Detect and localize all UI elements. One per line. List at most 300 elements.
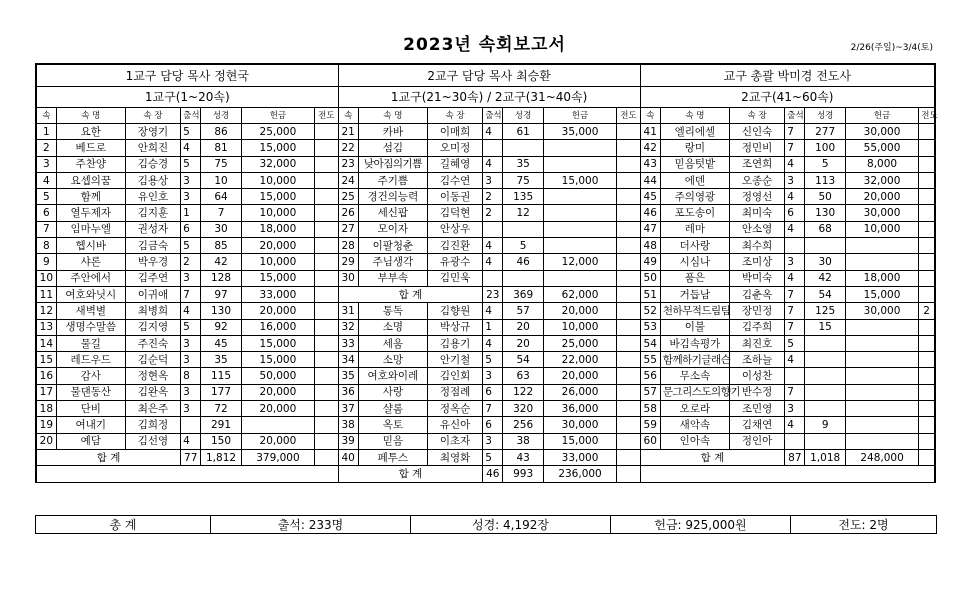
cell-evangelism xyxy=(617,449,640,465)
cell-number: 14 xyxy=(36,335,56,351)
cell-evangelism xyxy=(919,140,935,156)
cell-attendance: 3 xyxy=(181,352,201,368)
cell-evangelism xyxy=(919,221,935,237)
cell-evangelism xyxy=(315,335,338,351)
table-row xyxy=(36,466,935,482)
cell-evangelism xyxy=(919,270,935,286)
cell-leader: 길혜영 xyxy=(427,156,482,172)
cell-bible: 35 xyxy=(503,156,543,172)
cell-bible: 92 xyxy=(201,319,241,335)
cell-bible: 42 xyxy=(805,270,845,286)
district-2-header: 2교구 담당 목사 최승환 xyxy=(338,64,640,87)
cell-name: 물길 xyxy=(56,335,125,351)
cell-name: 페투스 xyxy=(358,449,427,465)
cell-bible xyxy=(805,368,845,384)
cell-offering: 20,000 xyxy=(543,303,616,319)
cell-offering: 30,000 xyxy=(845,303,918,319)
cell-leader: 주진숙 xyxy=(125,335,180,351)
cell-bible: 72 xyxy=(201,401,241,417)
cell-attendance: 3 xyxy=(785,172,805,188)
cell-leader: 김지훈 xyxy=(125,205,180,221)
cell-attendance: 5 xyxy=(181,124,201,140)
cell-attendance: 7 xyxy=(181,286,201,302)
cell-bible: 9 xyxy=(805,417,845,433)
cell-leader: 김주연 xyxy=(125,270,180,286)
cell-offering xyxy=(845,417,918,433)
cell-bible: 57 xyxy=(503,303,543,319)
cell-name: 주찬양 xyxy=(56,156,125,172)
column-header: 헌금 xyxy=(241,108,314,124)
cell-leader: 조연희 xyxy=(729,156,784,172)
cell-leader: 신인숙 xyxy=(729,124,784,140)
cell-evangelism xyxy=(919,352,935,368)
cell-evangelism xyxy=(617,319,640,335)
cell-attendance: 2 xyxy=(483,189,503,205)
table-row xyxy=(36,124,935,140)
column-header: 전도 xyxy=(315,108,338,124)
cell-bible: 5 xyxy=(503,238,543,254)
cell-number: 41 xyxy=(640,124,660,140)
cell-evangelism: 2 xyxy=(919,303,935,319)
cell-leader: 이매희 xyxy=(427,124,482,140)
district-3-header: 교구 총괄 박미경 전도사 xyxy=(640,64,935,87)
cell-evangelism xyxy=(617,368,640,384)
total-attendance: 77 xyxy=(181,449,201,465)
cell-attendance: 7 xyxy=(785,140,805,156)
cell-offering: 22,000 xyxy=(543,352,616,368)
cell-leader: 조민영 xyxy=(729,401,784,417)
cell-number: 36 xyxy=(338,384,358,400)
cell-evangelism xyxy=(919,401,935,417)
cell-leader: 김순덕 xyxy=(125,352,180,368)
cell-number: 23 xyxy=(338,156,358,172)
cell-bible: 35 xyxy=(201,352,241,368)
cell-name: 단비 xyxy=(56,401,125,417)
cell-evangelism xyxy=(315,286,338,302)
cell-number: 18 xyxy=(36,401,56,417)
cell-number: 27 xyxy=(338,221,358,237)
empty-cell xyxy=(36,466,338,482)
cell-offering xyxy=(543,221,616,237)
cell-bible: 150 xyxy=(201,433,241,449)
cell-evangelism xyxy=(919,189,935,205)
cell-number: 28 xyxy=(338,238,358,254)
cell-name: 주님생각 xyxy=(358,254,427,270)
cell-name: 랑미 xyxy=(660,140,729,156)
cell-bible: 42 xyxy=(201,254,241,270)
cell-name: 경건의능력 xyxy=(358,189,427,205)
cell-bible xyxy=(503,221,543,237)
cell-evangelism xyxy=(315,384,338,400)
cell-evangelism xyxy=(919,254,935,270)
cell-evangelism xyxy=(617,205,640,221)
cell-offering: 36,000 xyxy=(543,401,616,417)
cell-offering: 10,000 xyxy=(241,205,314,221)
table-row xyxy=(36,352,935,368)
cell-offering: 8,000 xyxy=(845,156,918,172)
cell-name: 감사 xyxy=(56,368,125,384)
cell-evangelism xyxy=(919,238,935,254)
cell-leader: 정인아 xyxy=(729,433,784,449)
cell-leader: 이초자 xyxy=(427,433,482,449)
cell-name: 샤론 xyxy=(56,254,125,270)
cell-name: 오로라 xyxy=(660,401,729,417)
cell-leader: 안소영 xyxy=(729,221,784,237)
cell-leader: 김채연 xyxy=(729,417,784,433)
cell-leader: 장민정 xyxy=(729,303,784,319)
cell-attendance: 3 xyxy=(181,384,201,400)
total-offering: 379,000 xyxy=(241,449,314,465)
cell-leader: 박미숙 xyxy=(729,270,784,286)
cell-bible: 320 xyxy=(503,401,543,417)
table-row xyxy=(36,335,935,351)
cell-offering: 25,000 xyxy=(543,335,616,351)
cell-evangelism xyxy=(315,303,338,319)
cell-number: 35 xyxy=(338,368,358,384)
cell-number: 32 xyxy=(338,319,358,335)
cell-name: 통독 xyxy=(358,303,427,319)
column-header: 속 명 xyxy=(660,108,729,124)
cell-attendance: 4 xyxy=(785,189,805,205)
cell-leader: 최진호 xyxy=(729,335,784,351)
cell-leader: 정현옥 xyxy=(125,368,180,384)
column-header: 속 장 xyxy=(729,108,784,124)
cell-attendance: 7 xyxy=(785,124,805,140)
cell-bible: 177 xyxy=(201,384,241,400)
total-attendance: 87 xyxy=(785,449,805,465)
cell-leader: 김용상 xyxy=(125,172,180,188)
total-bible: 369 xyxy=(503,286,543,302)
cell-number: 55 xyxy=(640,352,660,368)
cell-offering: 15,000 xyxy=(241,335,314,351)
cell-attendance: 4 xyxy=(785,417,805,433)
cell-attendance: 5 xyxy=(785,335,805,351)
cell-leader: 최은주 xyxy=(125,401,180,417)
cell-offering: 30,000 xyxy=(543,417,616,433)
cell-evangelism xyxy=(315,140,338,156)
cell-attendance: 4 xyxy=(483,124,503,140)
cell-number: 44 xyxy=(640,172,660,188)
cell-bible: 63 xyxy=(503,368,543,384)
cell-bible: 12 xyxy=(503,205,543,221)
district-sub-row xyxy=(36,87,935,108)
cell-name: 예담 xyxy=(56,433,125,449)
cell-evangelism xyxy=(919,319,935,335)
cell-leader: 김향원 xyxy=(427,303,482,319)
cell-attendance: 4 xyxy=(483,156,503,172)
cell-attendance: 5 xyxy=(181,238,201,254)
cell-evangelism xyxy=(315,352,338,368)
cell-number: 3 xyxy=(36,156,56,172)
table-row xyxy=(36,205,935,221)
cell-name: 요셉의꿈 xyxy=(56,172,125,188)
cell-leader: 최미숙 xyxy=(729,205,784,221)
cell-number: 46 xyxy=(640,205,660,221)
cell-evangelism xyxy=(617,335,640,351)
column-header: 전도 xyxy=(617,108,640,124)
column-header: 성경 xyxy=(503,108,543,124)
cell-attendance: 4 xyxy=(483,303,503,319)
cell-attendance xyxy=(483,270,503,286)
cell-offering: 33,000 xyxy=(543,449,616,465)
table-row xyxy=(36,384,935,400)
cell-attendance: 3 xyxy=(181,172,201,188)
total-bible: 1,018 xyxy=(805,449,845,465)
table-row xyxy=(36,221,935,237)
cell-leader: 박우경 xyxy=(125,254,180,270)
cell-name: 헵시바 xyxy=(56,238,125,254)
cell-name: 레드우드 xyxy=(56,352,125,368)
cell-offering: 20,000 xyxy=(543,368,616,384)
district-1-sub: 1교구(1~20속) xyxy=(36,87,338,108)
column-header: 출석 xyxy=(181,108,201,124)
cell-attendance: 5 xyxy=(181,319,201,335)
cell-number: 17 xyxy=(36,384,56,400)
cell-number: 49 xyxy=(640,254,660,270)
district-2-sub: 1교구(21~30속) / 2교구(31~40속) xyxy=(338,87,640,108)
cell-evangelism xyxy=(919,124,935,140)
column-header: 속 장 xyxy=(125,108,180,124)
cell-name: 믿음 xyxy=(358,433,427,449)
cell-name: 여내기 xyxy=(56,417,125,433)
total-attendance: 23 xyxy=(483,286,503,302)
cell-number: 31 xyxy=(338,303,358,319)
cell-attendance: 4 xyxy=(785,352,805,368)
cell-attendance: 6 xyxy=(181,221,201,237)
cell-evangelism xyxy=(617,124,640,140)
column-header: 헌금 xyxy=(845,108,918,124)
cell-attendance: 4 xyxy=(483,254,503,270)
cell-leader: 정점례 xyxy=(427,384,482,400)
column-header: 속 명 xyxy=(358,108,427,124)
cell-attendance xyxy=(483,140,503,156)
cell-leader: 정민비 xyxy=(729,140,784,156)
cell-name: 이팔청춘 xyxy=(358,238,427,254)
cell-number: 59 xyxy=(640,417,660,433)
district-1-header: 1교구 담당 목사 정현국 xyxy=(36,64,338,87)
cell-bible: 291 xyxy=(201,417,241,433)
cell-evangelism xyxy=(617,303,640,319)
cell-name: 문그리스도의향기 xyxy=(660,384,729,400)
cell-offering: 10,000 xyxy=(845,221,918,237)
total-evangelism xyxy=(919,449,935,465)
cell-number: 12 xyxy=(36,303,56,319)
column-header-row xyxy=(36,108,935,124)
cell-leader: 김주희 xyxy=(729,319,784,335)
cell-number: 8 xyxy=(36,238,56,254)
cell-leader: 김수연 xyxy=(427,172,482,188)
cell-name: 에덴 xyxy=(660,172,729,188)
cell-attendance: 7 xyxy=(785,319,805,335)
cell-bible xyxy=(805,238,845,254)
table-row xyxy=(36,189,935,205)
cell-leader: 김완옥 xyxy=(125,384,180,400)
cell-bible: 15 xyxy=(805,319,845,335)
cell-evangelism xyxy=(919,286,935,302)
cell-leader: 김선영 xyxy=(125,433,180,449)
cell-number: 9 xyxy=(36,254,56,270)
column-header: 속 명 xyxy=(56,108,125,124)
cell-name: 엘리에셀 xyxy=(660,124,729,140)
cell-offering: 20,000 xyxy=(241,401,314,417)
cell-number: 10 xyxy=(36,270,56,286)
cell-bible: 135 xyxy=(503,189,543,205)
cell-attendance: 3 xyxy=(181,335,201,351)
cell-offering xyxy=(845,254,918,270)
cell-bible: 125 xyxy=(805,303,845,319)
cell-offering xyxy=(845,433,918,449)
cell-bible: 115 xyxy=(201,368,241,384)
cell-attendance xyxy=(181,417,201,433)
cell-offering: 26,000 xyxy=(543,384,616,400)
cell-offering: 20,000 xyxy=(241,433,314,449)
column-header: 전도 xyxy=(919,108,935,124)
cell-number: 37 xyxy=(338,401,358,417)
cell-evangelism xyxy=(315,319,338,335)
cell-bible: 277 xyxy=(805,124,845,140)
cell-offering: 25,000 xyxy=(241,124,314,140)
cell-number: 25 xyxy=(338,189,358,205)
district-3-sub: 2교구(41~60속) xyxy=(640,87,935,108)
cell-name: 샬롬 xyxy=(358,401,427,417)
cell-leader: 이동권 xyxy=(427,189,482,205)
cell-name: 소명 xyxy=(358,319,427,335)
cell-evangelism xyxy=(315,189,338,205)
cell-attendance: 4 xyxy=(785,270,805,286)
cell-attendance: 3 xyxy=(181,270,201,286)
cell-bible: 7 xyxy=(201,205,241,221)
cell-bible xyxy=(805,352,845,368)
column-header: 헌금 xyxy=(543,108,616,124)
cell-attendance: 3 xyxy=(483,368,503,384)
cell-evangelism xyxy=(315,254,338,270)
cell-offering: 15,000 xyxy=(845,286,918,302)
cell-bible: 20 xyxy=(503,319,543,335)
cell-number: 13 xyxy=(36,319,56,335)
cell-evangelism xyxy=(617,140,640,156)
cell-evangelism xyxy=(315,433,338,449)
column-header: 속 xyxy=(36,108,56,124)
cell-name: 모이자 xyxy=(358,221,427,237)
table-row xyxy=(36,238,935,254)
cell-offering xyxy=(241,417,314,433)
cell-number: 24 xyxy=(338,172,358,188)
cell-number: 22 xyxy=(338,140,358,156)
cell-name: 포도송이 xyxy=(660,205,729,221)
cell-leader: 김희정 xyxy=(125,417,180,433)
cell-offering: 16,000 xyxy=(241,319,314,335)
cell-evangelism xyxy=(919,368,935,384)
cell-evangelism xyxy=(617,189,640,205)
cell-offering xyxy=(845,401,918,417)
cell-bible: 256 xyxy=(503,417,543,433)
cell-bible xyxy=(805,384,845,400)
cell-evangelism xyxy=(617,384,640,400)
cell-bible: 54 xyxy=(503,352,543,368)
table-row xyxy=(36,254,935,270)
cell-name: 품은 xyxy=(660,270,729,286)
total-evangelism xyxy=(617,286,640,302)
cell-evangelism xyxy=(315,124,338,140)
cell-evangelism xyxy=(315,368,338,384)
cell-offering: 32,000 xyxy=(241,156,314,172)
cell-offering: 55,000 xyxy=(845,140,918,156)
cell-offering: 15,000 xyxy=(241,270,314,286)
table-row xyxy=(36,319,935,335)
cell-evangelism xyxy=(617,352,640,368)
cell-offering xyxy=(543,205,616,221)
cell-number: 58 xyxy=(640,401,660,417)
total-offering: 62,000 xyxy=(543,286,616,302)
total-label: 합 계 xyxy=(338,286,483,302)
cell-leader: 이성찬 xyxy=(729,368,784,384)
cell-number: 30 xyxy=(338,270,358,286)
cell-name: 함께 xyxy=(56,189,125,205)
cell-bible: 81 xyxy=(201,140,241,156)
cell-offering: 10,000 xyxy=(241,172,314,188)
cell-evangelism xyxy=(617,238,640,254)
district-header-row xyxy=(36,64,935,87)
cell-name: 새벽별 xyxy=(56,303,125,319)
grand-total-offering: 헌금: 925,000원 xyxy=(611,516,791,534)
cell-leader: 김진환 xyxy=(427,238,482,254)
cell-attendance: 7 xyxy=(785,303,805,319)
cell-name: 베드로 xyxy=(56,140,125,156)
cell-number: 57 xyxy=(640,384,660,400)
cell-number: 54 xyxy=(640,335,660,351)
date-range: 2/26(주일)~3/4(토) xyxy=(850,43,933,53)
cell-bible: 64 xyxy=(201,189,241,205)
cell-leader: 권성자 xyxy=(125,221,180,237)
cell-name: 시심나 xyxy=(660,254,729,270)
cell-name: 천하무적드림팀 xyxy=(660,303,729,319)
cell-leader: 유인호 xyxy=(125,189,180,205)
cell-evangelism xyxy=(919,433,935,449)
total-evangelism xyxy=(617,466,640,482)
column-header: 출석 xyxy=(483,108,503,124)
cell-bible: 5 xyxy=(805,156,845,172)
cell-name: 섬김 xyxy=(358,140,427,156)
cell-bible: 113 xyxy=(805,172,845,188)
cell-attendance: 3 xyxy=(181,401,201,417)
cell-offering xyxy=(543,238,616,254)
cell-offering: 20,000 xyxy=(845,189,918,205)
cell-attendance: 3 xyxy=(483,172,503,188)
report-table xyxy=(35,63,936,483)
cell-evangelism xyxy=(919,172,935,188)
cell-bible: 50 xyxy=(805,189,845,205)
total-bible: 1,812 xyxy=(201,449,241,465)
cell-attendance: 4 xyxy=(181,303,201,319)
cell-evangelism xyxy=(315,172,338,188)
cell-bible xyxy=(503,140,543,156)
cell-attendance: 8 xyxy=(181,368,201,384)
grand-total-bible: 성경: 4,192장 xyxy=(411,516,611,534)
cell-name: 인아속 xyxy=(660,433,729,449)
cell-offering: 20,000 xyxy=(241,384,314,400)
cell-name: 생명수말씀 xyxy=(56,319,125,335)
grand-total-row xyxy=(36,516,937,534)
cell-offering: 20,000 xyxy=(241,238,314,254)
column-header: 속 xyxy=(640,108,660,124)
total-offering: 248,000 xyxy=(845,449,918,465)
cell-bible xyxy=(805,401,845,417)
cell-offering: 12,000 xyxy=(543,254,616,270)
cell-attendance: 4 xyxy=(181,433,201,449)
cell-offering xyxy=(543,140,616,156)
cell-attendance: 6 xyxy=(785,205,805,221)
cell-offering: 35,000 xyxy=(543,124,616,140)
